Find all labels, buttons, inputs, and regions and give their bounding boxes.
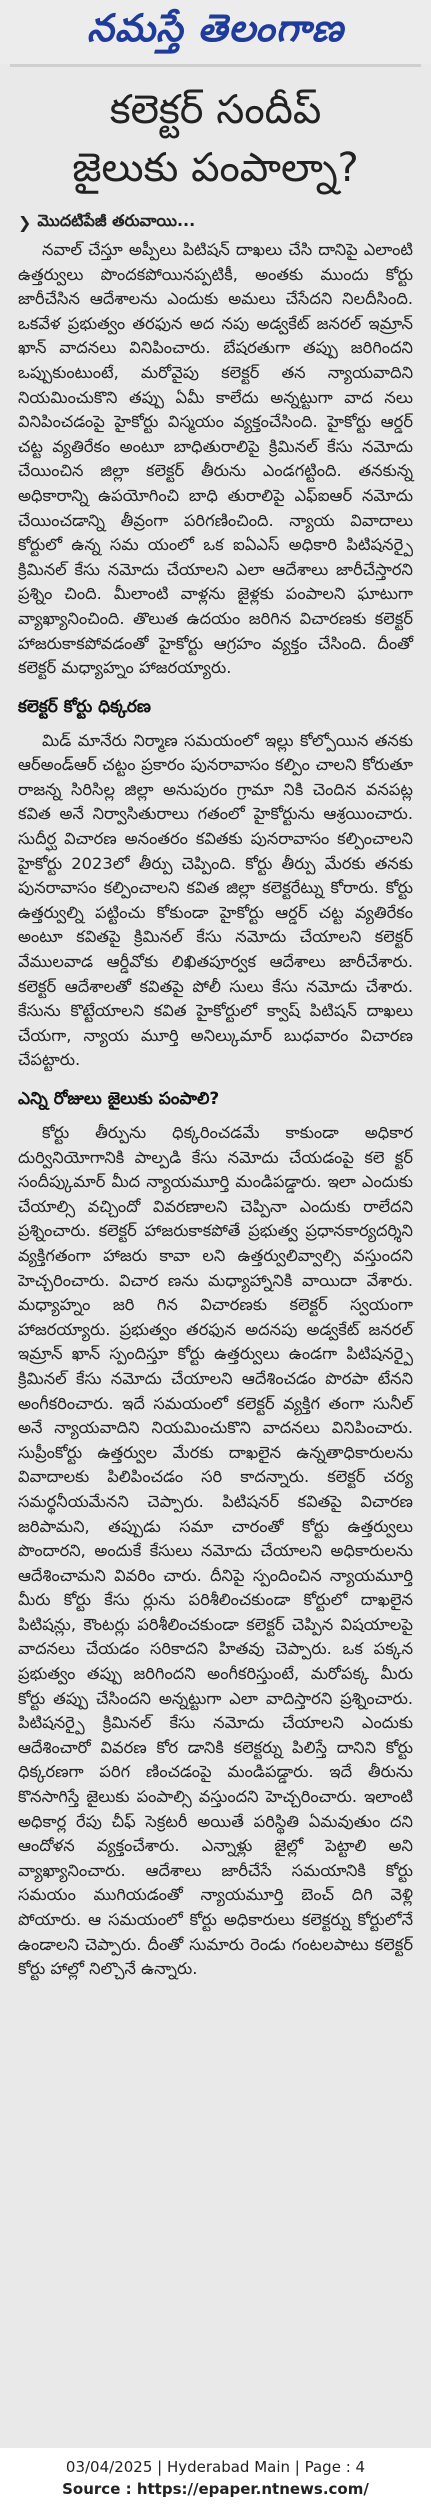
headline (0, 67, 431, 203)
masthead (0, 0, 431, 64)
article-body-section-1 (0, 729, 431, 1073)
headline-line-1: కలెక్టర్ సందీప్ (109, 87, 322, 133)
kicker-text: మొదటిపేజీ తరువాయి... (37, 211, 196, 230)
section-heading: ఎన్ని రోజులు జైలుకు పంపాలి? (18, 1089, 220, 1109)
headline-line-2: జైలుకు పంపాల్నా? (72, 145, 359, 191)
edition-meta: 03/04/2025 | Hyderabad Main | Page : 4 (65, 2458, 366, 2476)
masthead-logo: నమస్తే తెలంగాణ (87, 4, 344, 50)
article-body-section-2 (0, 1121, 431, 1982)
continuation-kicker (18, 211, 413, 234)
page-footer (0, 2448, 431, 2508)
arrow-icon: ❯ (18, 213, 32, 232)
paragraph: నవాల్ చేస్తూ అప్పీలు పిటిషన్ దాఖలు చేసి దానిపై ఎలాంటి ఉత్తర్వులు పొందకపోయినప్పటికీ, అంతకు ముందు కోర్టు జారీచేసిన ఆదేశాలను ఎందుకు అమలు చేసేదని నిలదీసింది. ఒకవేళ ప్రభుత్వం తరఫున అద నపు అడ్వకేట్ జనరల్ ఇమ్రాన్ ఖాన్ వాదనలు వినిపించారు. బేషరతుగా తప్పు జరిగిందని ఒప్పుకుంటుంటే, మరోవైపు కలెక్టర్ తన న్యాయవాదిని నియమించుకొని తప్పు ఏమీ కాలేదు అన్నట్టుగా వాద నలు వినిపించడంపై హైకోర్టు విస్మయం వ్యక్తంచేసింది. హైకోర్టు ఆర్డర్ చట్ట వ్యతిరేకం అంటూ బాధితురాలిపై క్రిమినల్ కేసు నమోదు చేయించిన జిల్లా కలెక్టర్ తీరును ఎండగట్టింది. తనకున్న అధికారాన్ని ఉపయోగించి బాధి తురాలిపై ఎఫ్ఐఆర్ నమోదు చేయించడాన్ని తీవ్రంగా పరిగణించింది. న్యాయ వివాదాలు కోర్టులో ఉన్న సమ యంలో ఒక ఐఏఎస్ అధికారి పిటిషనర్పై క్రిమినల్ కేసు నమోదు చేయాలని ఎలా ఆదేశాలు జారీచేస్తారని ప్రశ్నిం చింది. మీలాంటి వాళ్లను జైళ్లకు పంపాలని ఘాటుగా వ్యాఖ్యానించింది. తొలుత ఉదయం జరిగిన విచారణకు కలెక్టర్ హాజరుకాకపోవడంతో హైకోర్టు ఆగ్రహం వ్యక్తం చేసింది. దీంతో కలెక్టర్ మధ్యాహ్నం హాజరయ్యారు. (18, 240, 413, 678)
article-body (0, 238, 431, 681)
section-heading: కలెక్టర్ కోర్టు ధిక్కరణ (18, 696, 151, 717)
paragraph: మిడ్ మానేరు నిర్మాణ సమయంలో ఇల్లు కోల్పోయిన తనకు ఆర్అండ్ఆర్ చట్టం ప్రకారం పునరావాసం కల్పిం చాలని కోరుతూ రాజన్న సిరిసిల్ల జిల్లా అనుపురం గ్రామా నికి చెందిన వనపట్ల కవిత అనే నిర్వాసితురాలు గతంలో హైకోర్టును ఆశ్రయించారు. సుదీర్ఘ విచారణ అనంతరం కవితకు పునరావాసం కల్పించాలని హైకోర్టు 2023లో తీర్పు చెప్పింది. కోర్టు తీర్పు మేరకు తనకు పునరావాసం కల్పించాలని కవిత జిల్లా కలెక్టరేట్ను కోరారు. కోర్టు ఉత్తర్వుల్ని పట్టించు కోకుండా హైకోర్టు ఆర్డర్ చట్ట వ్యతిరేకం అంటూ కవితపై క్రిమినల్ కేసు నమోదు చేయాలని కలెక్టర్ వేములవాడ ఆర్డీవోకు లిఖితపూర్వక ఆదేశాలు జారీచేశారు. కలెక్టర్ ఆదేశాలతో కవితపై పోలీ సులు కేసు నమోదు చేశారు. కేసును కొట్టేయాలని కవిత హైకోర్టులో క్వాష్ పిటిషన్ దాఖలు చేయగా, న్యాయ మూర్తి అనిల్కుమార్ బుధవారం విచారణ చేపట్టారు. (18, 730, 413, 1070)
source-link[interactable]: Source : https://epaper.ntnews.com/ (62, 2480, 369, 2498)
paragraph: కోర్టు తీర్పును ధిక్కరించడమే కాకుండా అధికార దుర్వినియోగానికి పాల్పడి కేసు నమోదు చేయడంపై కలె క్టర్ సందీప్కుమార్ మీద న్యాయమూర్తి మండిపడ్డారు. ఇలా ఎందుకు చేయాల్సి వచ్చిందో వివరణాలని చెప్పినా ఎందుకు రాలేదని ప్రశ్నించారు. కలెక్టర్ హాజరుకాకపోతే ప్రభుత్వ ప్రధానకార్యదర్శిని వ్యక్తిగతంగా హాజరు కావా లని ఉత్తర్వులివ్వాల్సి వస్తుందని హెచ్చరించారు. విచార ణను మధ్యాహ్నానికి వాయిదా వేశారు. మధ్యాహ్నం జరి గిన విచారణకు కలెక్టర్ స్వయంగా హాజరయ్యారు. ప్రభుత్వం తరఫున అదనపు అడ్వకేట్ జనరల్ ఇమ్రాన్ ఖాన్ స్పందిస్తూ కోర్టు ఉత్తర్వులు ఉండగా పిటిషనర్పై క్రిమినల్ కేసు నమోదు చేయాలని ఆదేశించడం పొరపా టేనని అంగీకరించారు. ఇదే సమయంలో కలెక్టర్ వ్యక్తిగ తంగా సునీల్ అనే న్యాయవాదిని నియమించుకొని వాదనలు వినిపించారు. సుప్రీంకోర్టు ఉత్తర్వుల మేరకు దాఖలైన ఉన్నతాధికారులను వివాదాలకు పిలిపించడం సరి కాదన్నారు. కలెక్టర్ చర్య సమర్థనీయమేనని చెప్పారు. పిటిషనర్ కవితపై విచారణ జరిపామని, తప్పుడు సమా చారంతో కోర్టు ఉత్తర్వులు పొందారని, అందుకే కేసులు నమోదు చేయాలని అధికారులను ఆదేశించామని వివరిం చారు. దీనిపై స్పందించిన న్యాయమూర్తి మీరు కోర్టు కేసు ర్లును పరిశీలించకుండా కోర్టులో దాఖలైన పిటిషన్లు, కౌంటర్లు పరిశీలించకుండా కలెక్టర్ చెప్పిన విషయాలపై వాదనలు చేయడం సరికాదని హితవు చెప్పారు. ఒక పక్కన ప్రభుత్వం తప్పు జరిగిందని అంగీకరిస్తుంటే, మరోపక్క మీరు కోర్టు తప్పు చేసిందని అన్నట్టుగా ఎలా వాదిస్తారని ప్రశ్నించారు. పిటిషనర్పై క్రిమినల్ కేసు నమోదు చేయాలని ఎందుకు ఆదేశించారో వివరణ కోర డానికి కలెక్టర్ను పిలిస్తే దానిని కోర్టు ధిక్కరణగా పరిగ ణించడంపై మండిపడ్డారు. ఇదే తీరును కొనసాగిస్తే జైలుకు పంపాల్సి వస్తుందని హెచ్చరించారు. ఇలాంటి అధికార్ల రేపు చీఫ్ సెక్రటరీ అయితే పరిస్థితి ఏమవుతుం దని ఆందోళన వ్యక్తంచేశారు. ఎన్నాళ్లు జైల్లో పెట్టాలి అని వ్యాఖ్యానించారు. ఆదేశాలు జారీచేసే సమయానికి కోర్టు సమయం ముగియడంతో న్యాయమూర్తి బెంచ్ దిగి వెళ్లి పోయారు. ఆ సమయంలో కోర్టు అధికారులు కలెక్టర్ను కోర్టులోనే ఉండాలని చెప్పారు. దీంతో సుమారు రెండు గంటలపాటు కలెక్టర్ కోర్టు హాల్లో నిల్చొనే ఉన్నారు. (18, 1123, 413, 1979)
